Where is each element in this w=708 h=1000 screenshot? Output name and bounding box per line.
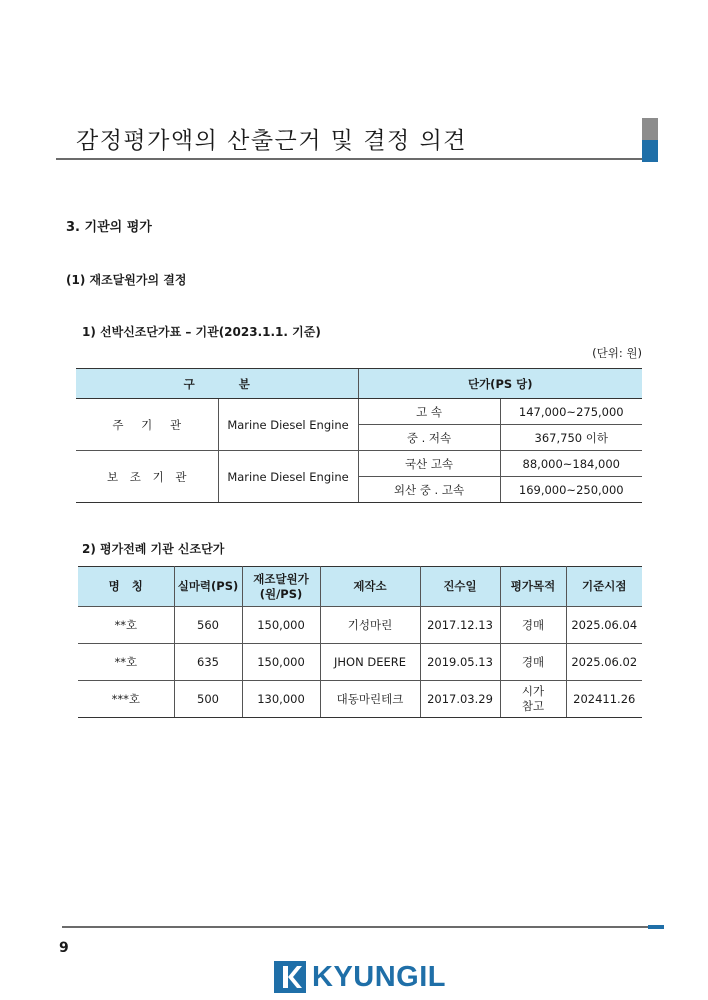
company-logo — [274, 959, 446, 995]
table-row — [78, 681, 642, 718]
engine-type: Marine Diesel Engine — [218, 399, 358, 451]
cell-launch-date: 2019.05.13 — [420, 644, 500, 681]
cell-horsepower: 560 — [174, 607, 242, 644]
table-row — [76, 399, 642, 425]
cell-horsepower: 635 — [174, 644, 242, 681]
cell-purpose: 경매 — [500, 607, 566, 644]
cell-name: **호 — [78, 644, 174, 681]
cell-launch-date: 2017.03.29 — [420, 681, 500, 718]
cell-base-date: 2025.06.02 — [566, 644, 642, 681]
cell-launch-date: 2017.12.13 — [420, 607, 500, 644]
table1-caption: 1) 선박신조단가표 – 기관(2023.1.1. 기준) — [82, 325, 321, 339]
table2-caption: 2) 평가전례 기관 신조단가 — [82, 542, 225, 556]
speed-class: 중 . 저속 — [358, 425, 500, 451]
page-title: 감정평가액의 산출근거 및 결정 의견 — [76, 128, 468, 154]
precedent-appraisal-table — [78, 566, 642, 718]
engine-group-label: 보 조 기 관 — [76, 451, 218, 503]
header-name: 명 칭 — [78, 567, 174, 607]
cell-base-date: 2025.06.04 — [566, 607, 642, 644]
cell-base-date: 202411.26 — [566, 681, 642, 718]
subsection-title: (1) 재조달원가의 결정 — [66, 273, 187, 287]
cell-replacement-cost: 150,000 — [242, 644, 320, 681]
cell-replacement-cost: 150,000 — [242, 607, 320, 644]
new-build-unit-price-table — [76, 368, 642, 503]
header-category: 구 분 — [76, 369, 358, 399]
unit-price: 147,000~275,000 — [500, 399, 642, 425]
header-purpose: 평가목적 — [500, 567, 566, 607]
footer-divider — [62, 926, 648, 928]
speed-class: 국산 고속 — [358, 451, 500, 477]
table1-unit: (단위: 원) — [592, 346, 642, 360]
cell-name: **호 — [78, 607, 174, 644]
header-replacement-cost: 재조달원가 (원/PS) — [242, 567, 320, 607]
cell-name: ***호 — [78, 681, 174, 718]
unit-price: 88,000~184,000 — [500, 451, 642, 477]
cell-purpose: 경매 — [500, 644, 566, 681]
table-row — [76, 451, 642, 477]
unit-price: 367,750 이하 — [500, 425, 642, 451]
cell-replacement-cost: 130,000 — [242, 681, 320, 718]
speed-class: 고 속 — [358, 399, 500, 425]
speed-class: 외산 중 . 고속 — [358, 477, 500, 503]
header-horsepower: 실마력(PS) — [174, 567, 242, 607]
header-unit-price: 단가(PS 당) — [358, 369, 642, 399]
table-row — [78, 607, 642, 644]
header-launch-date: 진수일 — [420, 567, 500, 607]
logo-k-icon — [274, 961, 306, 993]
cell-manufacturer: JHON DEERE — [320, 644, 420, 681]
cell-manufacturer: 대동마린테크 — [320, 681, 420, 718]
engine-type: Marine Diesel Engine — [218, 451, 358, 503]
cell-manufacturer: 기성마린 — [320, 607, 420, 644]
unit-price: 169,000~250,000 — [500, 477, 642, 503]
footer-accent — [648, 925, 664, 929]
header-base-date: 기준시점 — [566, 567, 642, 607]
cell-horsepower: 500 — [174, 681, 242, 718]
cell-purpose: 시가 참고 — [500, 681, 566, 718]
table-header-row — [78, 567, 642, 607]
header-manufacturer: 제작소 — [320, 567, 420, 607]
table-row — [78, 644, 642, 681]
header-tab-gray — [642, 118, 658, 140]
engine-group-label: 주 기 관 — [76, 399, 218, 451]
table-header-row — [76, 369, 642, 399]
header-tab-blue — [642, 140, 658, 162]
page-number: 9 — [59, 940, 69, 956]
logo-text: KYUNGIL — [312, 960, 446, 993]
section-title: 3. 기관의 평가 — [66, 220, 152, 235]
header-divider — [56, 158, 642, 160]
